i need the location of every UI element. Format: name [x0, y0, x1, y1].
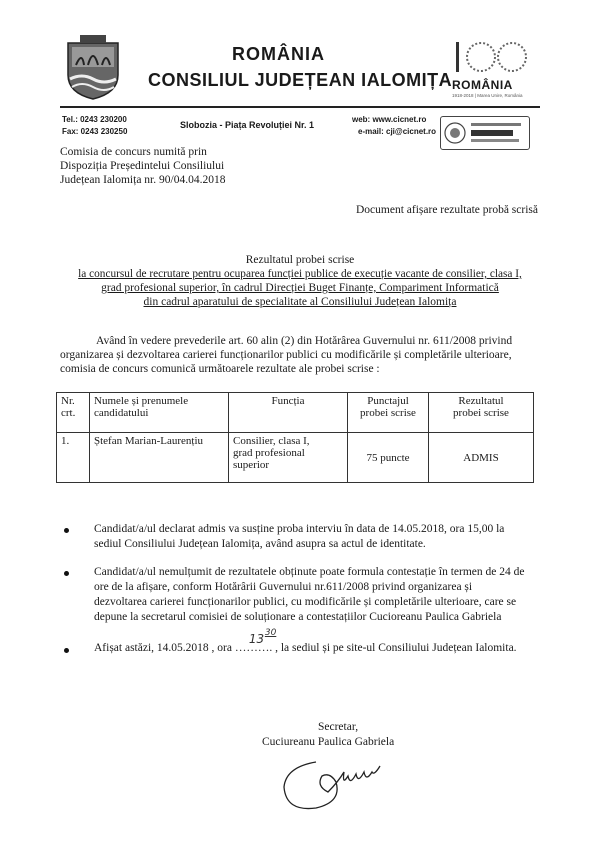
results-table: [56, 392, 534, 483]
header-score: [348, 393, 429, 433]
bullet-3-line: [94, 628, 517, 656]
bullet-dot-2: [64, 571, 69, 576]
cell-score: 75 puncte: [348, 433, 429, 483]
bullet-2-line-2: ore de la afișare, conform Hotărârii Guvernului nr.611/2008 privind organizarea și: [94, 581, 473, 593]
commission-line-3: Județean Ialomița nr. 90/04.04.2018: [60, 174, 226, 186]
header-name-line-2: candidatului: [94, 407, 149, 419]
document-type: Document afișare rezultate probă scrisă: [356, 204, 538, 216]
cell-name: Ștefan Marian-Laurențiu: [90, 433, 229, 483]
county-coat-of-arms: [62, 35, 124, 101]
header-result-line-2: probei scrise: [453, 407, 509, 419]
intro-line-2: organizarea și dezvoltarea carierei funcționarilor publici cu modificările și completările ulterioare,: [60, 349, 512, 361]
title-line-2: la concursul de recrutare pentru ocuparea funcției publice de execuție vacante de consilier, clasa I,: [78, 268, 522, 280]
centenary-country: ROMÂNIA: [452, 78, 513, 92]
header-name-line-1: Numele și prenumele: [94, 395, 189, 407]
email: e-mail: cji@cicnet.ro: [358, 127, 437, 136]
centenary-100-icon: [448, 38, 538, 78]
secretary-name: Cuciureanu Paulica Gabriela: [262, 736, 395, 748]
header-result-line-1: Rezultatul: [458, 395, 504, 407]
cell-function-line-3: superior: [233, 459, 270, 471]
handwritten-signature: [276, 742, 386, 814]
posted-dots: ……….: [234, 642, 273, 654]
handwritten-hour: 13: [248, 632, 265, 646]
title-line-4: din cadrul aparatului de specialitate al Consiliului Județean Ialomița: [143, 296, 457, 308]
certification-icon: [441, 117, 529, 149]
phone: Tel.: 0243 230200: [62, 115, 127, 124]
cell-result: ADMIS: [429, 433, 534, 483]
website: web: www.cicnet.ro: [352, 115, 427, 124]
commission-line-1: Comisia de concurs numită prin: [60, 146, 207, 158]
cell-function-line-2: grad profesional: [233, 447, 305, 459]
bullet-1-line-2: sediul Consiliului Județean Ialomița, având asupra sa actul de identitate.: [94, 538, 426, 550]
bullet-1-line-1: Candidat/a/ul declarat admis va susține proba interviu în data de 14.05.2018, ora 15,00 la: [94, 523, 505, 535]
table-header-row: [57, 393, 534, 433]
country-heading: ROMÂNIA: [232, 44, 325, 64]
title-line-3: grad profesional superior, în cadrul Direcției Buget Finanțe, Compariment Informatică: [101, 282, 499, 294]
intro-line-3: comisia de concurs comunică următoarele rezultate ale probei scrise :: [60, 363, 380, 375]
bullet-2-line-1: Candidat/a/ul nemulțumit de rezultatele obținute poate formula contestație în termen de 24 de: [94, 566, 525, 578]
centenary-logo: [448, 38, 538, 100]
table-row: [57, 433, 534, 483]
posted-suffix: , la sediul și pe site-ul Consiliului Județean Ialomita.: [275, 642, 517, 654]
header-result: [429, 393, 534, 433]
header-score-line-1: Punctajul: [367, 395, 409, 407]
title-line-1: Rezultatul probei scrise: [245, 254, 355, 266]
header-nr-line-1: Nr.: [61, 395, 75, 407]
header-name: [90, 393, 229, 433]
header-function: [229, 393, 348, 433]
posted-prefix: Afișat astăzi, 14.05.2018 , ora: [94, 642, 232, 654]
centenary-caption: 1918-2018 | Marea Unire, România: [452, 93, 523, 98]
header-nr-line-2: crt.: [61, 407, 76, 419]
header-score-line-2: probei scrise: [360, 407, 416, 419]
bullet-dot-3: [64, 648, 69, 653]
fax: Fax: 0243 230250: [62, 127, 128, 136]
header-nr: [57, 393, 90, 433]
institution-heading: CONSILIUL JUDEȚEAN IALOMIȚA: [148, 70, 453, 90]
header-function-label: Funcția: [271, 395, 305, 407]
commission-line-2: Dispoziția Președintelui Consiliului: [60, 160, 225, 172]
certification-stamp: [440, 116, 530, 150]
address: Slobozia - Piața Revoluției Nr. 1: [180, 120, 315, 130]
intro-line-1: Având în vedere prevederile art. 60 alin (2) din Hotărârea Guvernului nr. 611/2008 privind: [96, 335, 513, 347]
handwritten-minutes: 30: [264, 628, 277, 638]
bullet-2-line-4: depune la secretarul comisiei de soluționare a contestațiilor Cucioreanu Paulica Gabriela: [94, 611, 502, 623]
cell-nr: 1.: [57, 433, 90, 483]
posted-time: [234, 628, 277, 654]
bullet-dot-1: [64, 528, 69, 533]
header-divider: [60, 106, 540, 108]
bullet-2-line-3: dezvoltarea carierei funcționarilor publici, cu modificările și completările ulterioare, care se: [94, 596, 517, 608]
cell-function: [229, 433, 348, 483]
cell-function-line-1: Consilier, clasa I,: [233, 435, 310, 447]
secretary-role: Secretar,: [318, 721, 359, 733]
